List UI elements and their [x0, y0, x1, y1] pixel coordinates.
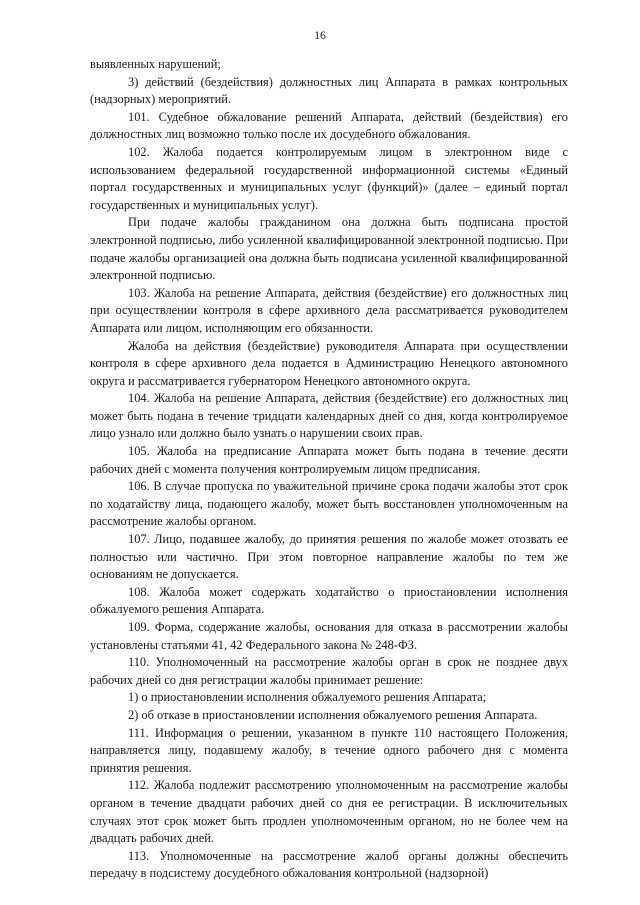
paragraph-104: 104. Жалоба на решение Аппарата, действия (бездействие) его должностных лиц может быть подана в течение тридцати календарных дней со дня, когда контролируемое лицо узнало или должно было узнать о нарушении своих прав.	[90, 391, 568, 441]
paragraph-111: 111. Информация о решении, указанном в пункте 110 настоящего Положения, направляется лицу, подавшему жалобу, в течение одного рабочего дня с момента принятия решения.	[90, 725, 568, 775]
paragraph-103: 103. Жалоба на решение Аппарата, действия (бездействие) его должностных лиц при осуществлении контроля в сфере архивного дела рассматривается руководителем Аппарата или лицом, исполняющим его обязанности.	[90, 285, 568, 335]
paragraph-107: 107. Лицо, подавшее жалобу, до принятия решения по жалобе может отозвать ее полностью или частично. При этом повторное направление жалобы по тем же основаниям не допускается.	[90, 532, 568, 582]
paragraph-101: 101. Судебное обжалование решений Аппарата, действий (бездействия) его должностных лиц возможно только после их досудебного обжалования.	[90, 109, 568, 142]
paragraph-108: 108. Жалоба может содержать ходатайство о приостановлении исполнения обжалуемого решения Аппарата.	[90, 584, 568, 617]
paragraph-item-3: 3) действий (бездействия) должностных лиц Аппарата в рамках контрольных (надзорных) мероприятий.	[90, 74, 568, 107]
paragraph-113: 113. Уполномоченные на рассмотрение жалоб органы должны обеспечить передачу в подсистему досудебного обжалования контрольной (надзорной)	[90, 848, 568, 881]
paragraph-102-signature: При подаче жалобы гражданином она должна быть подписана простой электронной подписью, либо усиленной квалифицированной электронной подписью. При подаче жалобы организацией она должна быть подписана усиленной квалифицированной электронной подписью.	[90, 215, 568, 283]
paragraph-109: 109. Форма, содержание жалобы, основания для отказа в рассмотрении жалобы установлены статьями 41, 42 Федерального закона № 248-ФЗ.	[90, 620, 568, 652]
paragraph-112: 112. Жалоба подлежит рассмотрению уполномоченным на рассмотрение жалобы органом в течение двадцати рабочих дней со дня ее регистрации. В исключительных случаях этот срок может быть продлен уполномоченным органом, но не более чем на двадцать рабочих дней.	[90, 778, 568, 846]
page-number: 16	[314, 30, 326, 42]
document-body	[90, 56, 568, 883]
paragraph-continuation: выявленных нарушений;	[90, 57, 221, 71]
paragraph-106: 106. В случае пропуска по уважительной причине срока подачи жалобы этот срок по ходатайству лица, подающего жалобу, может быть восстановлен уполномоченным на рассмотрение жалобы органом.	[90, 479, 568, 529]
paragraph-103-head-complaint: Жалоба на действия (бездействие) руководителя Аппарата при осуществлении контроля в сфере архивного дела подается в Администрацию Ненецкого автономного округа и рассматривается губернатором Ненецкого автономного округа.	[90, 338, 568, 388]
paragraph-110-option-2: 2) об отказе в приостановлении исполнения обжалуемого решения Аппарата.	[128, 707, 538, 722]
paragraph-110: 110. Уполномоченный на рассмотрение жалобы орган в срок не позднее двух рабочих дней со дня регистрации жалобы принимает решение:	[90, 655, 568, 687]
paragraph-105: 105. Жалоба на предписание Аппарата может быть подана в течение десяти рабочих дней с момента получения контролируемым лицом предписания.	[90, 444, 568, 476]
paragraph-110-option-1: 1) о приостановлении исполнения обжалуемого решения Аппарата;	[128, 690, 487, 705]
paragraph-102: 102. Жалоба подается контролируемым лицом в электронном виде с использованием федеральной государственной информационной системы «Единый портал государственных и муниципальных услуг (функций)» (далее – единый портал государственных и муниципальных услуг).	[90, 144, 568, 212]
